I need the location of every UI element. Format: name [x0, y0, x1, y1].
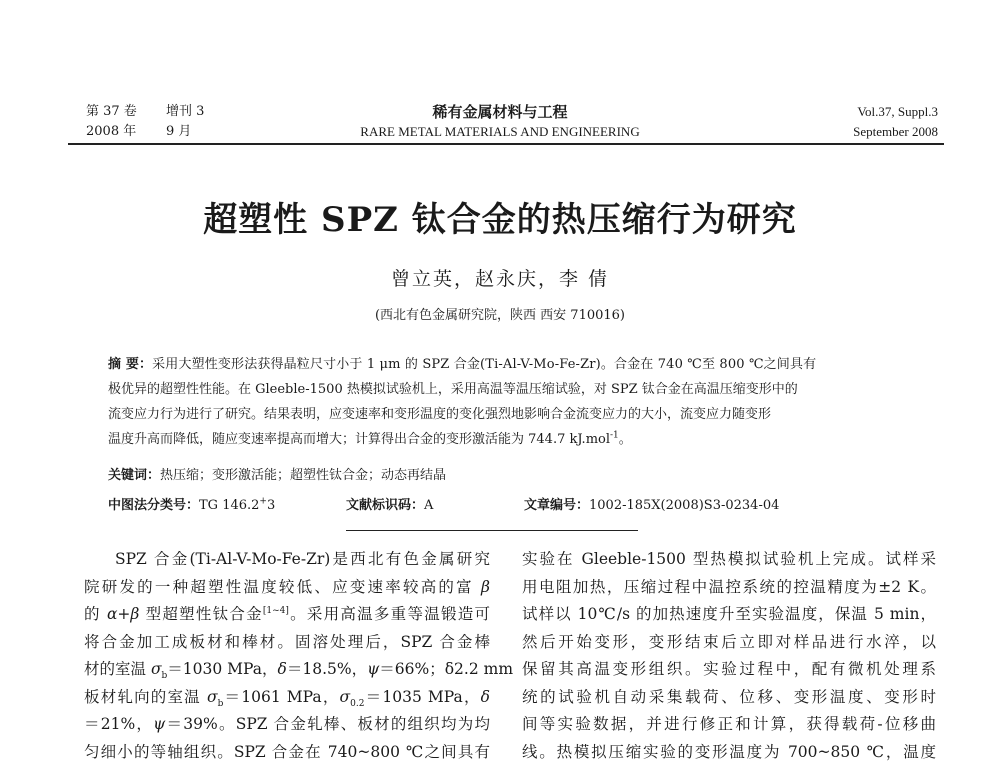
author-list: 曾立英，赵永庆，李 倩	[0, 264, 1000, 291]
body-column-right	[522, 546, 936, 766]
body-line: SPZ 合金(Ti-Al-V-Mo-Fe-Zr)是西北有色金属研究	[84, 546, 490, 574]
body-line: 材的室温 $\sigma_b=1030$ MPa，δ＝18.5%，ψ＝66%；δ2.2 mm	[84, 656, 490, 684]
body-line: 试样以 10℃/s 的加热速度升至实验温度，保温 5 min，	[522, 601, 936, 629]
body-line: ＝21%，ψ＝39%。SPZ 合金轧棒、板材的组织均为均	[84, 711, 490, 739]
section-rule	[346, 530, 638, 531]
body-line: 的 α+β 型超塑性钛合金[1~4]。采用高温多重等温锻造可	[84, 601, 490, 629]
clc-number: 中图法分类号：TG 146.2+3	[108, 494, 275, 513]
journal-name-cn: 稀有金属材料与工程	[300, 102, 700, 122]
abstract-line: 摘 要：采用大塑性变形法获得晶粒尺寸小于 1 μm 的 SPZ 合金(Ti-Al-V-Mo-Fe-Zr)。合金在 740 ℃至 800 ℃之间具有	[108, 352, 908, 377]
keywords-label: 关键词：	[108, 468, 160, 483]
header-rule	[68, 143, 944, 145]
body-line: 院研发的一种超塑性温度较低、应变速率较高的富 β	[84, 574, 490, 602]
abstract-line: 流变应力行为进行了研究。结果表明，应变速率和变形温度的变化强烈地影响合金流变应力的大小，流变应力随变形	[108, 402, 908, 427]
abstract-label: 摘 要：	[108, 357, 152, 372]
journal-header-right	[853, 102, 938, 142]
journal-name-en: RARE METAL MATERIALS AND ENGINEERING	[300, 122, 700, 142]
journal-header-left	[86, 102, 204, 142]
body-line: 用电阻加热，压缩过程中温控系统的控温精度为±2 K。	[522, 574, 936, 602]
date-en: September 2008	[853, 122, 938, 142]
body-line: 然后开始变形，变形结束后立即对样品进行水淬，以	[522, 629, 936, 657]
volume-en: Vol.37, Suppl.3	[853, 102, 938, 122]
document-code: 文献标识码：A	[346, 494, 433, 513]
abstract	[108, 352, 908, 452]
year-label: 2008 年	[86, 122, 166, 142]
article-number: 文章编号：1002-185X(2008)S3-0234-04	[524, 494, 779, 513]
journal-header-center	[300, 102, 700, 142]
body-line: 间等实验数据，并进行修正和计算，获得载荷-位移曲	[522, 711, 936, 739]
article-title: 超塑性 SPZ 钛合金的热压缩行为研究	[0, 192, 1000, 241]
body-line: 板材轧向的室温 $\sigma_b=1061$ MPa，$\sigma_{0.2}=1035$ MPa，δ	[84, 684, 490, 712]
body-line: 统的试验机自动采集载荷、位移、变形温度、变形时	[522, 684, 936, 712]
affiliation: (西北有色金属研究院，陕西 西安 710016)	[0, 304, 1000, 323]
body-line: 实验在 Gleeble-1500 型热模拟试验机上完成。试样采	[522, 546, 936, 574]
keywords	[108, 464, 446, 483]
body-line: 保留其高温变形组织。实验过程中，配有微机处理系	[522, 656, 936, 684]
body-column-left	[84, 546, 490, 766]
supplement-label: 增刊 3	[166, 102, 204, 122]
keywords-text: 热压缩；变形激活能；超塑性钛合金；动态再结晶	[160, 468, 446, 483]
body-line: 匀细小的等轴组织。SPZ 合金在 740~800 ℃之间具有	[84, 739, 490, 766]
abstract-line: 极优异的超塑性性能。在 Gleeble-1500 热模拟试验机上，采用高温等温压缩试验，对 SPZ 钛合金在高温压缩变形中的	[108, 377, 908, 402]
abstract-line: 温度升高而降低，随应变速率提高而增大；计算得出合金的变形激活能为 744.7 kJ.mol$^{-1}$。	[108, 427, 908, 452]
volume-label: 第 37 卷	[86, 102, 166, 122]
body-line: 线。热模拟压缩实验的变形温度为 700~850 ℃，温度	[522, 739, 936, 766]
body-line: 将合金加工成板材和棒材。固溶处理后，SPZ 合金棒	[84, 629, 490, 657]
month-label: 9 月	[166, 122, 191, 142]
